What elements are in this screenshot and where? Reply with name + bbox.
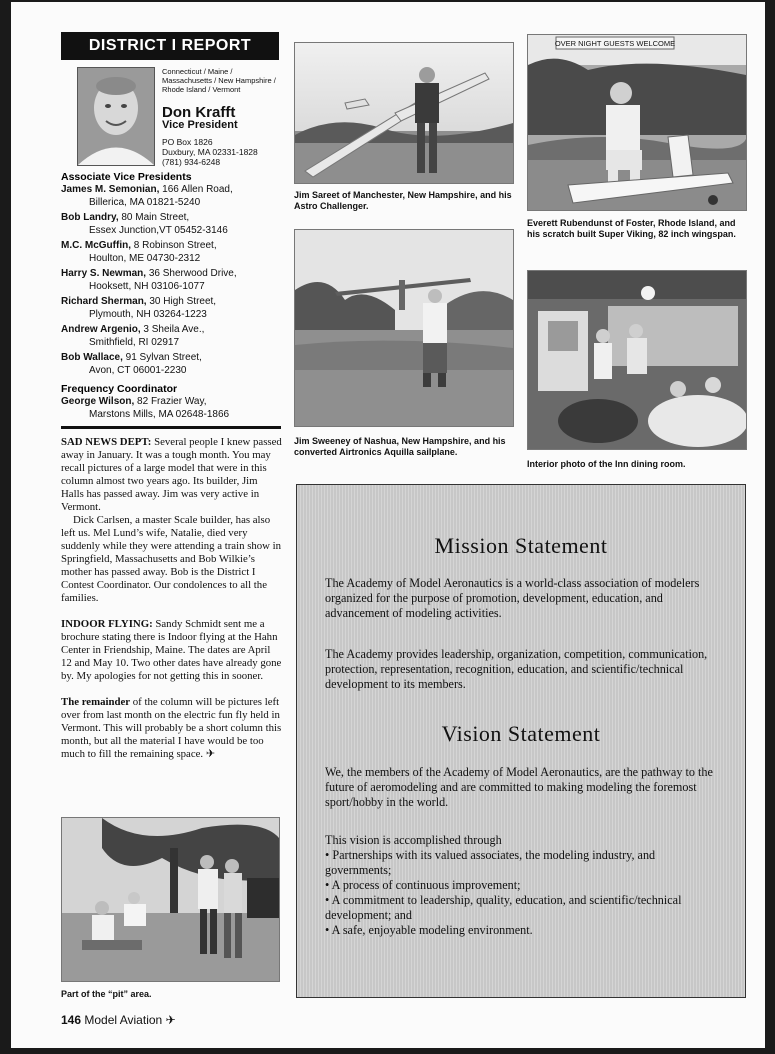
page-footer bbox=[61, 1013, 176, 1027]
paragraph-text: Sandy Schmidt sent me a brochure stating there is Indoor flying at the Hahn Center in Friendship, Maine. The dates are April 12 and May 10. Two other dates have already gone by. My apologies for not getting this in sooner. bbox=[61, 618, 282, 682]
mission-paragraph: The Academy provides leadership, organization, competition, communication, protection, representation, recognition, education, and scientific/technical development to its members. bbox=[325, 647, 708, 691]
caption-super-viking: Everett Rubendunst of Foster, Rhode Island, and his scratch built Super Viking, 82 inch wingspan. bbox=[527, 218, 736, 239]
associate-entry bbox=[61, 352, 286, 377]
end-mark-airplane-icon: ✈ bbox=[205, 748, 215, 760]
photo-super-viking bbox=[527, 34, 747, 211]
vp-phone: (781) 934-6248 bbox=[162, 157, 221, 167]
paragraph-sad-news bbox=[61, 436, 283, 514]
vision-paragraph bbox=[325, 833, 720, 938]
associate-street: 8 Robinson Street, bbox=[133, 240, 217, 251]
associate-city: Billerica, MA 01821-5240 bbox=[89, 196, 201, 208]
list-item: • Partnerships with its valued associates, the modeling industry, and governments; bbox=[325, 848, 720, 878]
magazine-name: Model Aviation bbox=[84, 1013, 163, 1027]
vp-title: Vice President bbox=[162, 119, 238, 131]
associate-street: 80 Main Street, bbox=[121, 212, 190, 223]
vp-address-line: PO Box 1826 bbox=[162, 137, 213, 147]
page-number: 146 bbox=[61, 1013, 82, 1027]
sign-text: OVER NIGHT GUESTS WELCOME bbox=[554, 39, 676, 48]
associate-entry bbox=[61, 212, 286, 237]
frequency-coordinator-street: 82 Frazier Way, bbox=[137, 396, 207, 407]
photo-inn-dining-room bbox=[527, 270, 747, 450]
associate-entry bbox=[61, 324, 286, 349]
caption-aquilla-sailplane: Jim Sweeney of Nashua, New Hampshire, and his converted Airtronics Aquilla sailplane. bbox=[294, 436, 506, 457]
frequency-coordinator-name: George Wilson, bbox=[61, 396, 135, 407]
vp-address-line: Duxbury, MA 02331-1828 bbox=[162, 147, 258, 157]
frequency-coordinator-heading: Frequency Coordinator bbox=[61, 383, 178, 395]
magazine-page bbox=[11, 2, 765, 1048]
caption-astro-challenger: Jim Sareet of Manchester, New Hampshire, and his Astro Challenger. bbox=[294, 190, 512, 211]
associate-city: Avon, CT 06001-2230 bbox=[89, 364, 187, 376]
list-item: • A commitment to leadership, quality, education, and scientific/technical development; and bbox=[325, 893, 720, 923]
list-item: • A process of continuous improvement; bbox=[325, 878, 720, 893]
list-item: • A safe, enjoyable modeling environment. bbox=[325, 923, 720, 938]
associate-name: Bob Wallace, bbox=[61, 352, 123, 363]
associate-name: Bob Landry, bbox=[61, 212, 119, 223]
associate-entry bbox=[61, 268, 286, 293]
frequency-coordinator-entry bbox=[61, 396, 286, 421]
associate-city: Essex Junction,VT 05452-3146 bbox=[89, 224, 228, 236]
associate-name: James M. Semonian, bbox=[61, 184, 160, 195]
district-states: Connecticut / Maine / Massachusetts / New Hampshire / Rhode Island / Vermont bbox=[162, 67, 276, 94]
associate-city: Smithfield, RI 02917 bbox=[89, 336, 180, 348]
vision-title: Vision Statement bbox=[441, 721, 601, 746]
paragraph-remainder bbox=[61, 696, 283, 761]
paragraph-indoor-flying bbox=[61, 618, 283, 683]
photo-pit-area bbox=[61, 817, 280, 982]
associate-city: Hooksett, NH 03106-1077 bbox=[89, 280, 205, 292]
vision-list bbox=[325, 848, 720, 938]
associate-entry bbox=[61, 296, 286, 321]
photo-astro-challenger bbox=[294, 42, 514, 184]
mission-paragraph: The Academy of Model Aeronautics is a world-class association of modelers organized for the purpose of promotion, development, education, and advancement of modeling activities. bbox=[325, 576, 700, 620]
frequency-coordinator-city: Marstons Mills, MA 02648-1866 bbox=[89, 408, 230, 420]
vision-intro: This vision is accomplished through bbox=[325, 833, 502, 847]
mission-statement-box bbox=[296, 484, 746, 998]
article-body bbox=[61, 436, 283, 761]
associate-name: Richard Sherman, bbox=[61, 296, 147, 307]
associate-street: 36 Sherwood Drive, bbox=[148, 268, 237, 279]
associate-name: Harry S. Newman, bbox=[61, 268, 147, 279]
lead-in: INDOOR FLYING: bbox=[61, 618, 153, 630]
paragraph-text: Several people I knew passed away in January. It was a tough month. You may recall pictures of a large model that were in this column almost two years ago. Its builder, Jim Halls has passed away. Jim was very active in Vermont. bbox=[61, 436, 282, 513]
lead-in: SAD NEWS DEPT: bbox=[61, 436, 152, 448]
associate-street: 30 High Street, bbox=[149, 296, 217, 307]
photo-aquilla-sailplane bbox=[294, 229, 514, 427]
associate-city: Houlton, ME 04730-2312 bbox=[89, 252, 201, 264]
associates-heading: Associate Vice Presidents bbox=[61, 171, 192, 183]
vision-paragraph: We, the members of the Academy of Model Aeronautics, are the pathway to the future of aeromodeling and are committed to making modeling the foremost sport/hobby in the world. bbox=[325, 765, 713, 809]
caption-inn-dining-room: Interior photo of the Inn dining room. bbox=[527, 459, 686, 469]
associate-entry bbox=[61, 240, 286, 265]
associate-street: 91 Sylvan Street, bbox=[125, 352, 202, 363]
associate-street: 3 Sheila Ave., bbox=[143, 324, 205, 335]
vp-portrait-photo bbox=[77, 67, 155, 166]
paragraph-condolences: Dick Carlsen, a master Scale builder, has also left us. Mel Lund’s wife, Natalie, died very suddenly while they were attending a train show in Springfield, Massachusetts and Bob Wilkie’s mother has passed away. Bob is the District I Contest Coordinator. Our condolences to all the families. bbox=[61, 514, 282, 604]
associate-name: Andrew Argenio, bbox=[61, 324, 141, 335]
airplane-icon: ✈ bbox=[165, 1013, 176, 1027]
vp-address bbox=[162, 137, 258, 167]
vp-name: Don Krafft bbox=[162, 104, 236, 121]
associate-name: M.C. McGuffin, bbox=[61, 240, 131, 251]
paragraph-text: of the column will be pictures left over from last month on the electric fun fly held in Vermont. This will probably be a short column this month, but all the material I have would be too much to fill the remaining space. bbox=[61, 696, 282, 760]
associate-street: 166 Allen Road, bbox=[162, 184, 233, 195]
lead-in: The remainder bbox=[61, 696, 131, 708]
mission-title: Mission Statement bbox=[434, 533, 608, 558]
associate-entry bbox=[61, 184, 286, 209]
caption-pit-area: Part of the “pit” area. bbox=[61, 989, 152, 999]
section-title: DISTRICT I REPORT bbox=[61, 32, 279, 60]
section-divider bbox=[61, 426, 281, 429]
associate-city: Plymouth, NH 03264-1223 bbox=[89, 308, 207, 320]
